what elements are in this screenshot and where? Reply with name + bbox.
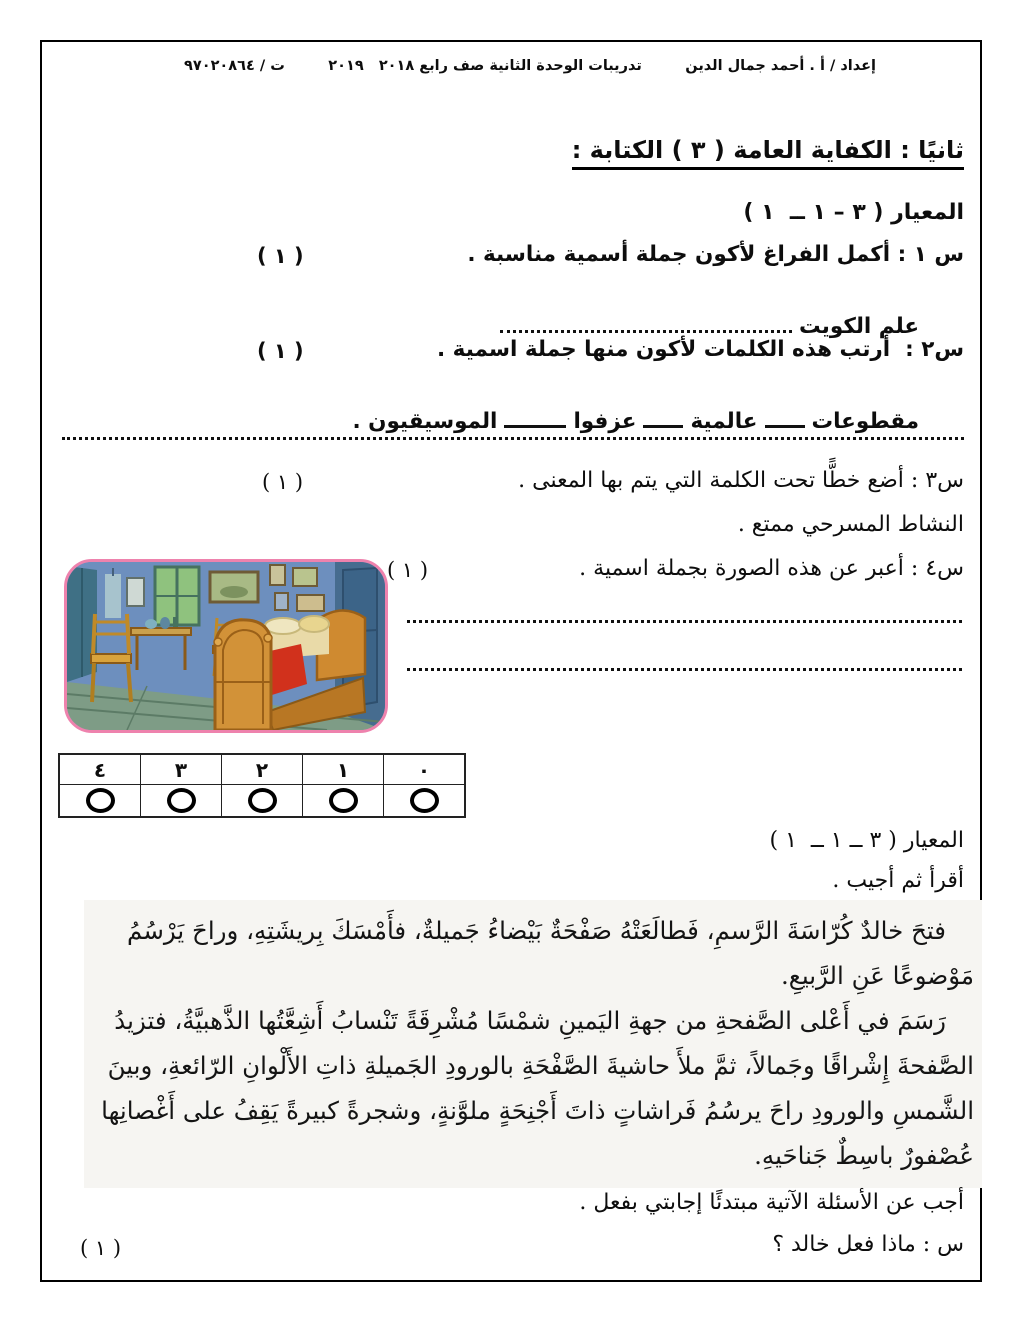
section-title: ثانيًا : الكفاية العامة ( ٣ ) الكتابة : — [572, 136, 964, 170]
passage-line: الصَّفحةَ إِشْراقًا وجَمالاً، ثمَّ ملأَ حاشيةَ الصَّفْحَةِ بالورودِ الجَميلةِ ذاتِ الأَلْوانِ الرّائعةِ، وبينَ — [107, 1051, 974, 1080]
score-circle-icon — [167, 788, 196, 813]
word-separator — [765, 419, 805, 428]
passage-line: مَوْضوعًا عَنِ الرَّبيعِ. — [781, 961, 974, 990]
question-3-mark: ( ١ ) — [262, 470, 304, 494]
final-question-mark: ( ١ ) — [80, 1236, 122, 1260]
header-prepared-by: إعداد / أ . أحمد جمال الدين — [685, 58, 876, 74]
score-circle-icon — [410, 788, 439, 813]
question-3-label: س٣ : أضع خطًّا تحت الكلمة التي يتم بها المعنى . — [518, 468, 964, 493]
score-header-cell: ٠ — [384, 755, 465, 785]
score-circle-cell — [303, 785, 384, 817]
passage-line: الشَّمسِ والورودِ راحَ يرسُمُ فَراشاتٍ ذاتَ أَجْنِحَةٍ ملوَّنةٍ، وشجرةً كبيرةً يَقِفُ على أَغْصانِها — [101, 1096, 974, 1125]
question-4-label: س٤ : أعبر عن هذه الصورة بجملة اسمية . — [579, 556, 964, 581]
header-phone: ت / ٩٧٠٢٠٨٦٤ — [184, 58, 285, 74]
answer-dots — [500, 325, 792, 333]
dotted-divider — [62, 435, 964, 440]
question-1-label: س ١ : أكمل الفراغ لأكون جملة أسمية مناسبة . — [467, 242, 964, 267]
standard-line-middle: المعيار ( ٣ ــ ١ ــ ١ ) — [769, 828, 964, 853]
question-1-mark: ( ١ ) — [257, 244, 304, 268]
page-border-frame — [40, 40, 982, 1282]
sentence-period: . — [352, 409, 369, 434]
question-2-label: س٢ : أرتب هذه الكلمات لأكون منها جملة اسمية . — [437, 337, 964, 362]
answer-instruction: أجب عن الأسئلة الآتية مبتدئًا إجابتي بفعل . — [579, 1190, 964, 1215]
question-1-stem: علم الكويت — [791, 314, 920, 339]
passage-line: فتحَ خالدٌ كُرّاسَةَ الرَّسمِ، فَطالَعَتْهُ صَفْحَةٌ بَيْضاءُ جَميلةٌ، فأَمْسَكَ بِريشَتِهِ، وراحَ يَرْسُمُ — [127, 916, 946, 945]
word-item: الموسيقيون — [368, 409, 498, 434]
score-circle-icon — [329, 788, 358, 813]
question-2-words — [352, 384, 964, 459]
word-item: عالمية — [690, 409, 758, 434]
word-item: عزفوا — [573, 409, 637, 434]
score-circle-icon — [248, 788, 277, 813]
score-header-row — [60, 755, 465, 785]
answer-dotted-line — [407, 646, 962, 671]
passage-line: رَسَمَ في أَعْلى الصَّفحةِ من جهةِ اليَمينِ شمْسًا مُشْرِقَةً تَنْسابُ أَشِعَّتُها الذَّهبيَّةُ، فتزيدُ — [114, 1006, 946, 1035]
final-question-label: س : ماذا فعل خالد ؟ — [772, 1232, 964, 1257]
read-prompt: أقرأ ثم أجيب . — [832, 868, 964, 893]
score-header-cell: ٤ — [60, 755, 141, 785]
score-header-cell: ٢ — [222, 755, 303, 785]
bedroom-painting-svg — [67, 562, 385, 730]
question-2-mark: ( ١ ) — [257, 339, 304, 363]
answer-dotted-line — [407, 598, 962, 623]
question-3-sentence: النشاط المسرحي ممتع . — [737, 512, 964, 537]
score-circle-cell — [60, 785, 141, 817]
standard-line-top: المعيار ( ٣ – ١ ــ ١ ) — [743, 200, 964, 225]
question-4-mark: ( ١ ) — [387, 558, 429, 582]
score-table — [59, 754, 465, 817]
word-item: مقطوعات — [811, 409, 920, 434]
reading-passage — [84, 900, 982, 1188]
bedroom-painting-image — [64, 559, 388, 733]
score-circle-cell — [222, 785, 303, 817]
header-course-title: تدريبات الوحدة الثانية صف رابع ٢٠١٨ ٢٠١٩ — [328, 58, 642, 74]
score-circle-icon — [86, 788, 115, 813]
score-header-cell: ٣ — [141, 755, 222, 785]
page-header — [184, 58, 876, 74]
score-circle-cell — [141, 785, 222, 817]
word-separator — [643, 419, 683, 428]
score-header-cell: ١ — [303, 755, 384, 785]
score-circle-row — [60, 785, 465, 817]
word-separator — [504, 419, 566, 428]
passage-line: عُصْفورٌ باسِطٌ جَناحَيهِ. — [754, 1141, 974, 1170]
score-circle-cell — [384, 785, 465, 817]
